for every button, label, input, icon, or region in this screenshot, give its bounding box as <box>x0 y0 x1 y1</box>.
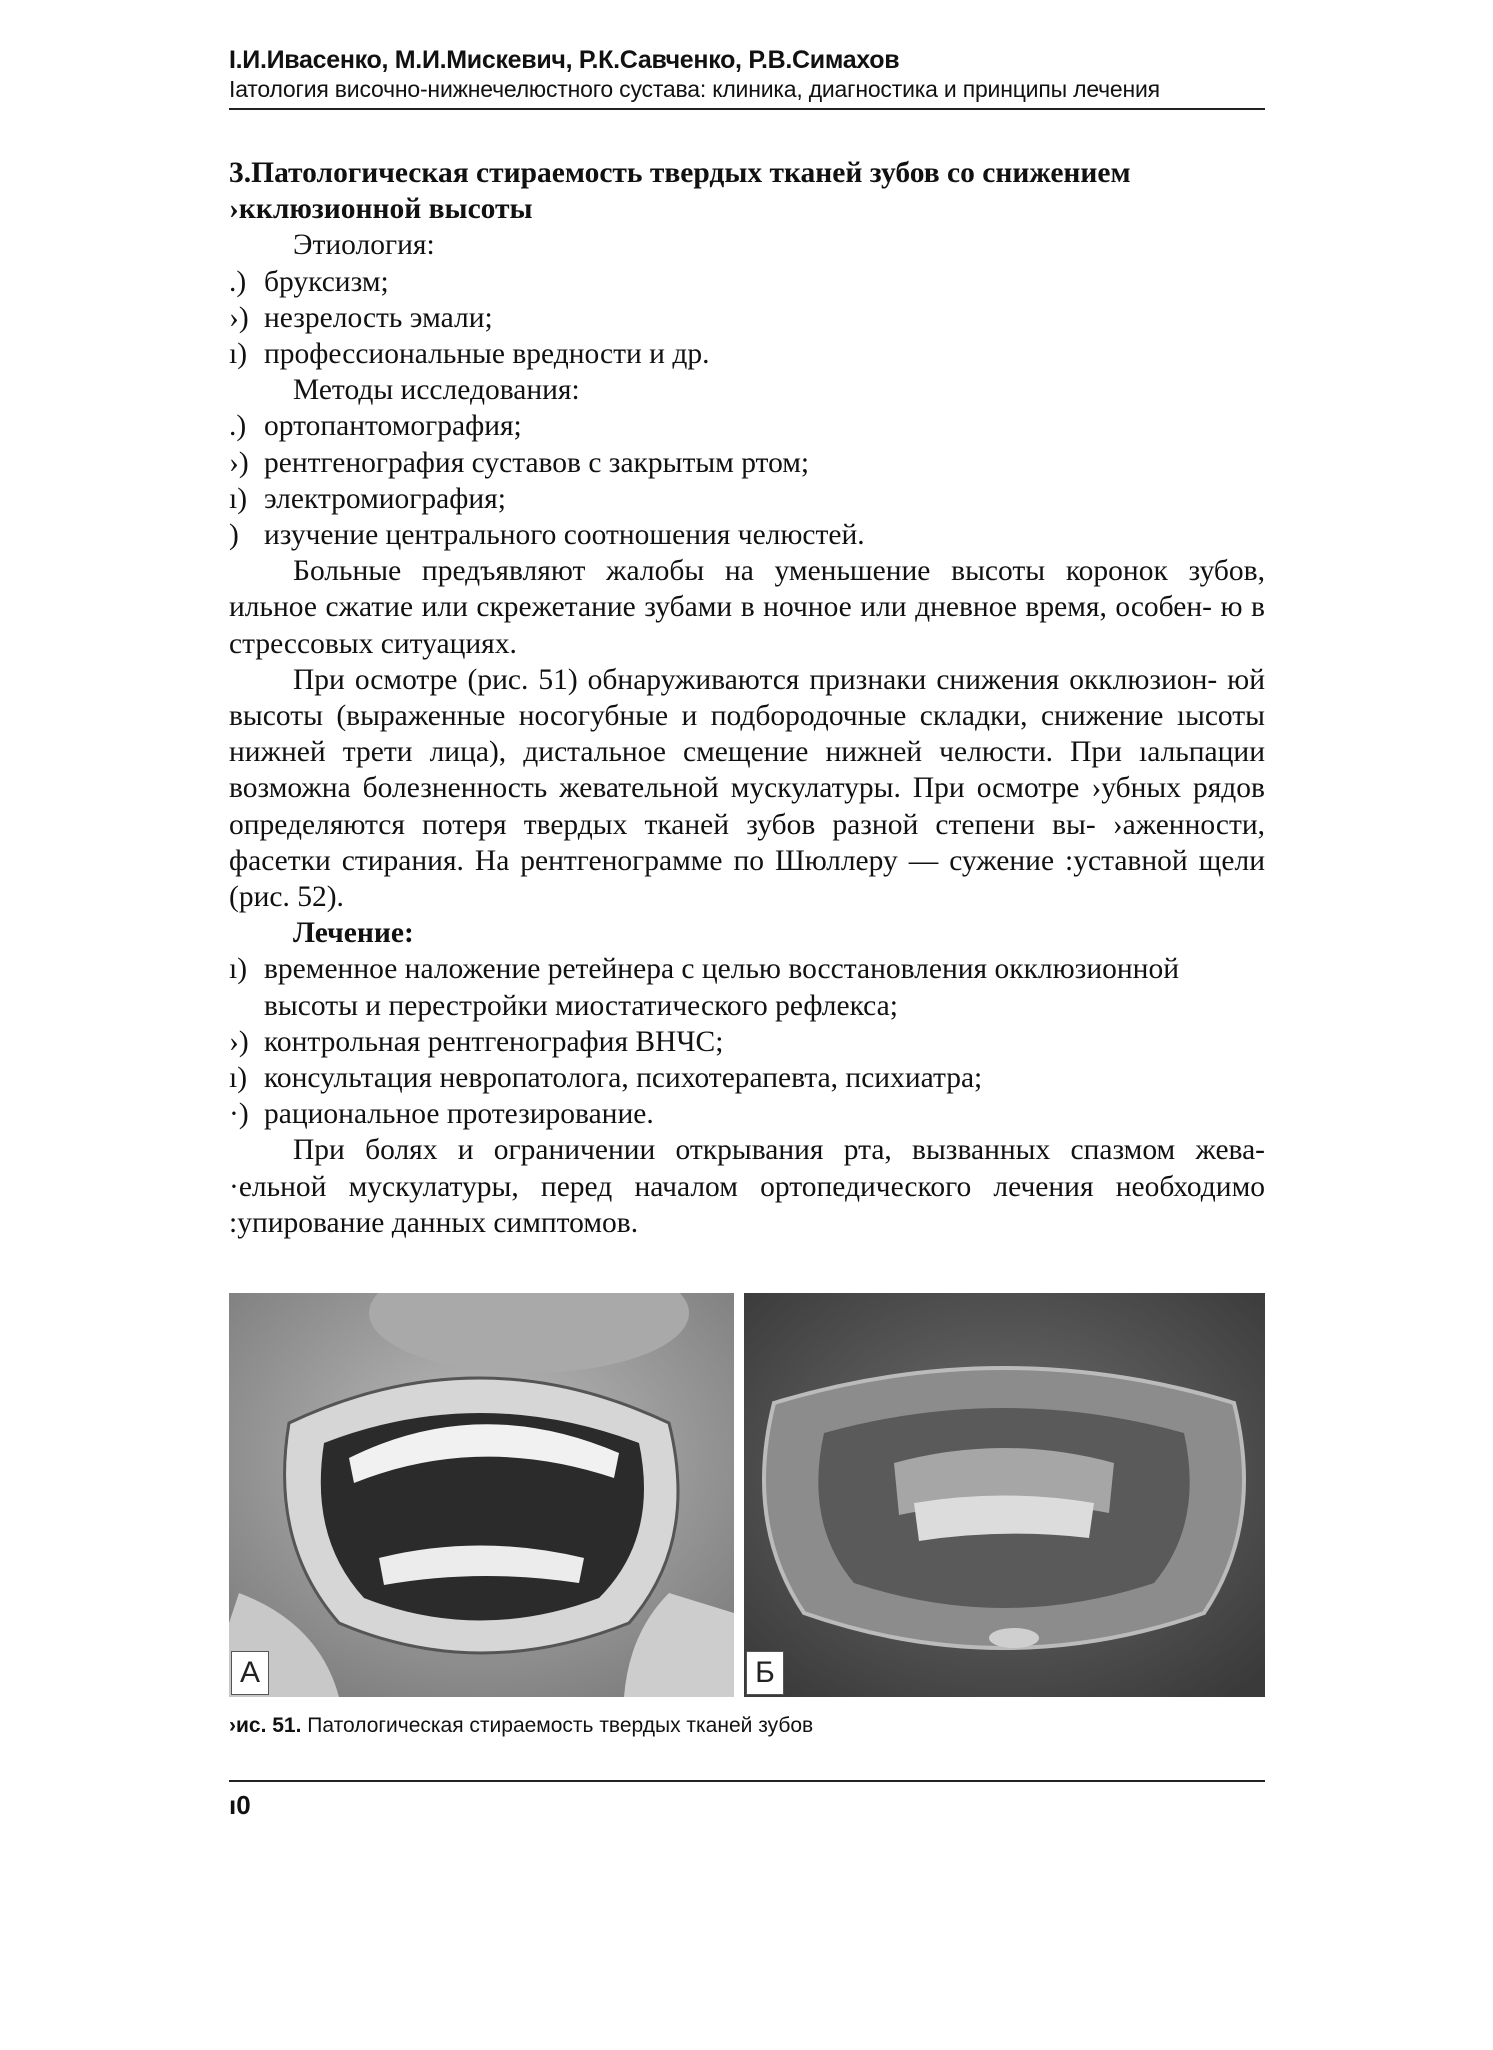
list-marker: ›) <box>229 301 249 334</box>
running-header-title: Іатология височно-нижнечелюстного сустава: клиника, диагностика и принципы лечения <box>229 76 1160 102</box>
list-marker: ı) <box>229 338 248 371</box>
list-item <box>229 445 1265 481</box>
list-text: рентгенография суставов с закрытым ртом; <box>264 446 810 479</box>
figure-caption <box>229 1714 813 1738</box>
running-header-authors: І.И.Ивасенко, М.И.Мискевич, Р.К.Савченко, Р.В.Симахов <box>229 46 900 74</box>
figure-label-b: Б <box>746 1651 784 1695</box>
list-marker: ·) <box>229 1098 249 1131</box>
list-item <box>229 481 1265 517</box>
section-heading-line2: ›кклюзионной высоты <box>229 193 533 226</box>
list-marker: ) <box>229 519 239 552</box>
paragraph-examination: При осмотре (рис. 51) обнаруживаются признаки снижения окклюзион- юй высоты (выраженные носогубные и подбородочные складки, снижение ıысоты нижней трети лица), дистальное смещение нижней челюсти. При ıальпации возможна болезненность жевательной мускулатуры. При осмотре ›убных рядов определяются потеря твердых тканей зубов разной степени вы- ›аженности, фасетки стирания. На рентгенограмме по Шюллеру — сужение :уставной щели (рис. 52). <box>229 663 1265 914</box>
figure-caption-text: Патологическая стираемость твердых тканей зубов <box>307 1714 814 1737</box>
paragraph-complaints: Больные предъявляют жалобы на уменьшение высоты коронок зубов, ильное сжатие или скрежетание зубами в ночное или дневное время, особен- ю в стрессовых ситуациях. <box>229 555 1265 660</box>
page-number: ı0 <box>229 1790 251 1820</box>
list-marker: .) <box>229 410 247 443</box>
list-text: бруксизм; <box>264 265 389 298</box>
list-item <box>229 951 1265 1023</box>
list-item <box>229 408 1265 444</box>
figure-photo-b <box>744 1293 1265 1697</box>
etiology-label: Этиология: <box>293 229 435 262</box>
list-text: контрольная рентгенография ВНЧС; <box>264 1025 724 1058</box>
list-item <box>229 1060 1265 1096</box>
figure-photo-a <box>229 1293 734 1697</box>
list-text: незрелость эмали; <box>264 301 493 334</box>
body-text <box>229 155 1265 1241</box>
section-heading-line1: 3.Патологическая стираемость твердых тканей зубов со снижением <box>229 157 1131 189</box>
list-marker: ı) <box>229 953 248 986</box>
list-marker: ı) <box>229 1062 248 1095</box>
list-item <box>229 517 1265 553</box>
photo-open-mouth-retractor <box>229 1293 734 1697</box>
figure-caption-number: ›ис. 51. <box>229 1714 302 1737</box>
footer-rule <box>229 1780 1265 1782</box>
methods-label: Методы исследования: <box>293 374 580 407</box>
list-marker: ı) <box>229 482 248 515</box>
list-item <box>229 264 1265 300</box>
paragraph-pain: При болях и ограничении открывания рта, вызванных спазмом жева- ·ельной мускулатуры, перед началом ортопедического лечения необходимо :упирование данных симптомов. <box>229 1134 1265 1239</box>
list-marker: ›) <box>229 1025 249 1058</box>
list-text: временное наложение ретейнера с целью восстановления окклюзионной высоты и перестройки миостатического рефлекса; <box>264 953 1179 1022</box>
treatment-label: Лечение: <box>293 917 414 950</box>
list-marker: .) <box>229 265 247 298</box>
photo-clenched-teeth-retractor <box>744 1293 1265 1697</box>
list-item <box>229 300 1265 336</box>
header-rule <box>229 108 1265 110</box>
list-text: электромиография; <box>264 482 506 515</box>
list-text: ортопантомография; <box>264 410 522 443</box>
figure-label-a: А <box>231 1651 269 1695</box>
list-item <box>229 1096 1265 1132</box>
list-text: консультация невропатолога, психотерапевта, психиатра; <box>264 1062 983 1095</box>
section-heading <box>229 155 1265 227</box>
list-marker: ›) <box>229 446 249 479</box>
list-text: профессиональные вредности и др. <box>264 338 710 371</box>
list-item <box>229 1024 1265 1060</box>
list-text: рациональное протезирование. <box>264 1098 654 1131</box>
list-item <box>229 336 1265 372</box>
list-text: изучение центрального соотношения челюстей. <box>264 519 865 552</box>
